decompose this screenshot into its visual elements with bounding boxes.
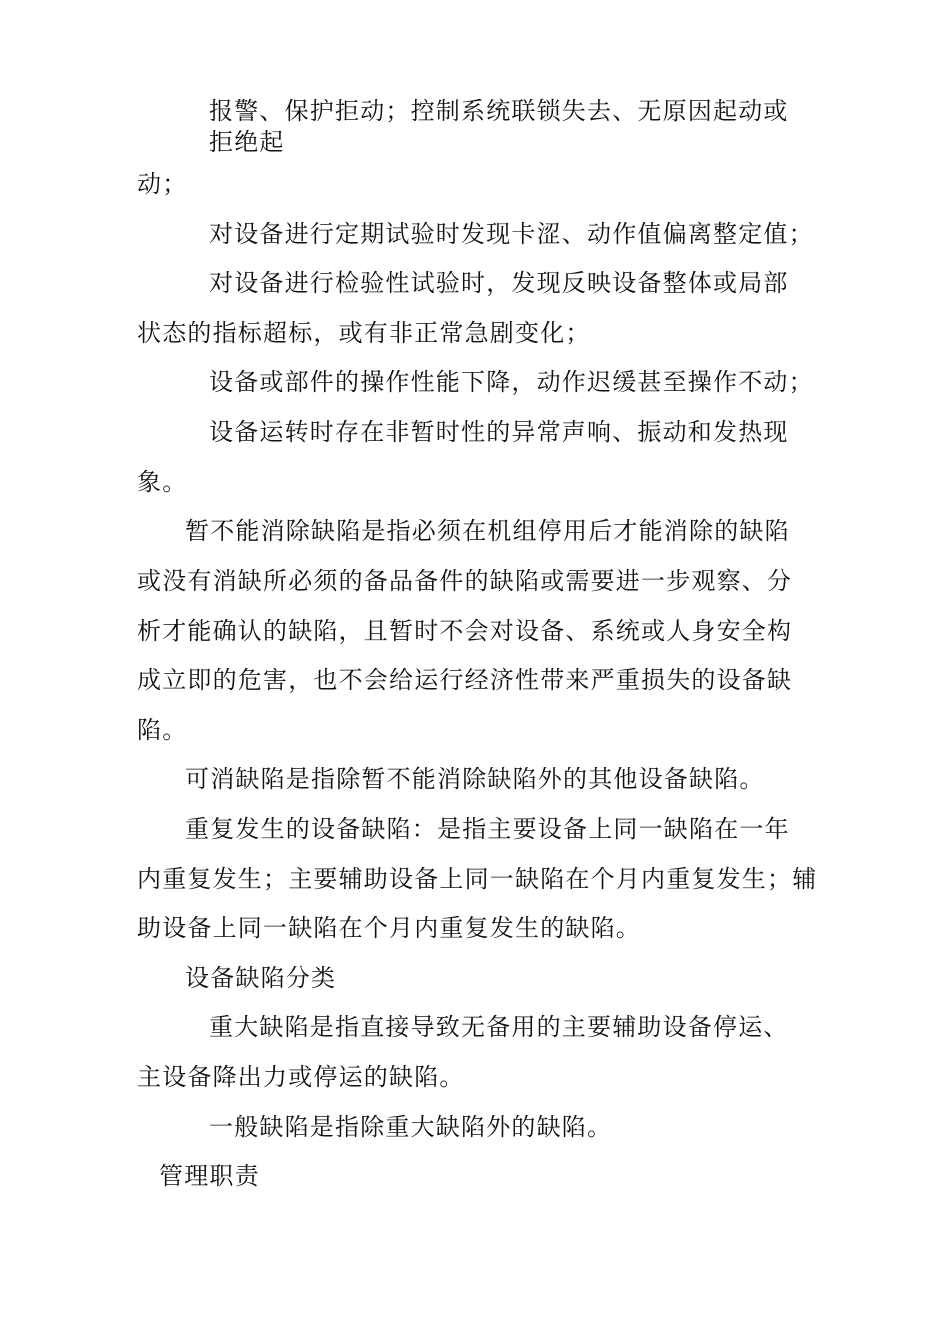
text-line: 设备或部件的操作性能下降，动作迟缓甚至操作不动； xyxy=(209,368,814,396)
text-line: 或没有消缺所必须的备品备件的缺陷或需要进一步观察、分 xyxy=(137,567,793,595)
text-line: 可消缺陷是指除暂不能消除缺陷外的其他设备缺陷。 xyxy=(185,765,765,793)
section-heading: 设备缺陷分类 xyxy=(185,964,337,992)
text-line: 陷。 xyxy=(137,716,188,744)
text-line: 一般缺陷是指除重大缺陷外的缺陷。 xyxy=(209,1113,613,1141)
text-line: 对设备进行定期试验时发现卡涩、动作值偏离整定值； xyxy=(209,220,814,248)
text-line: 象。 xyxy=(137,468,188,496)
text-line: 析才能确认的缺陷，且暂时不会对设备、系统或人身安全构 xyxy=(137,617,793,645)
text-line: 对设备进行检验性试验时，发现反映设备整体或局部 xyxy=(209,269,789,297)
text-line: 设备运转时存在非暂时性的异常声响、振动和发热现 xyxy=(209,418,789,446)
section-heading: 管理职责 xyxy=(159,1162,260,1190)
text-line: 成立即的危害，也不会给运行经济性带来严重损失的设备缺 xyxy=(137,666,793,694)
text-line: 重大缺陷是指直接导致无备用的主要辅助设备停运、 xyxy=(209,1013,789,1041)
text-line: 报警、保护拒动；控制系统联锁失去、无原因起动或 xyxy=(209,97,789,125)
text-line: 暂不能消除缺陷是指必须在机组停用后才能消除的缺陷 xyxy=(185,517,790,545)
text-line: 动； xyxy=(137,170,188,198)
text-line: 助设备上同一缺陷在个月内重复发生的缺陷。 xyxy=(137,914,641,942)
text-line: 重复发生的设备缺陷：是指主要设备上同一缺陷在一年 xyxy=(185,815,790,843)
text-line: 主设备降出力或停运的缺陷。 xyxy=(137,1063,465,1091)
text-line: 内重复发生；主要辅助设备上同一缺陷在个月内重复发生；辅 xyxy=(137,865,818,893)
text-line: 拒绝起 xyxy=(209,128,285,156)
text-line: 状态的指标超标，或有非正常急剧变化； xyxy=(137,319,591,347)
